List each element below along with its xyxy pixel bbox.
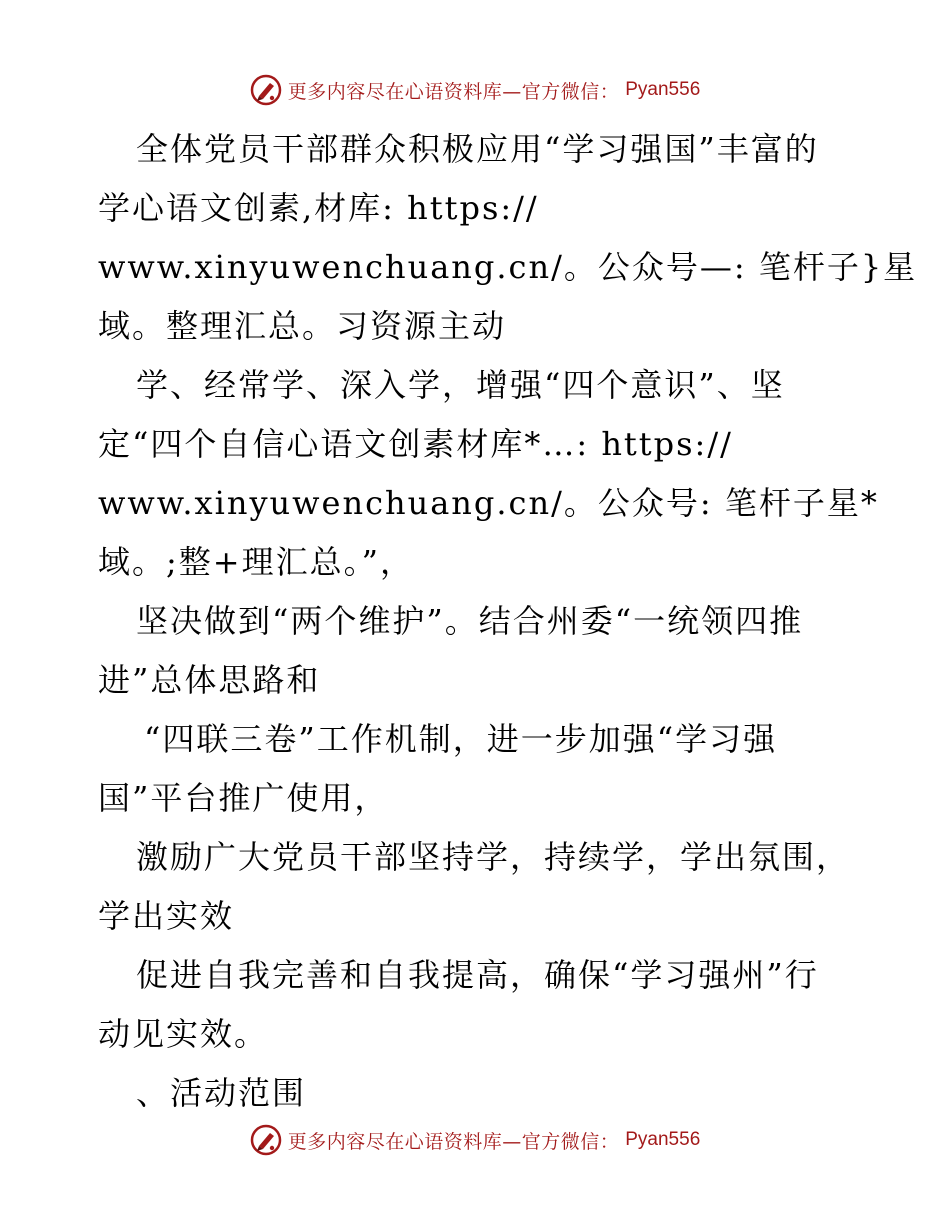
text-line: 全体党员干部群众积极应用“学习强国”丰富的 [136, 130, 819, 168]
text-line: 学、经常学、深入学，增强“四个意识”、坚 [136, 366, 785, 404]
text-line: 促进自我完善和自我提高，确保“学习强州”行 [136, 956, 819, 994]
footer-watermark-banner [0, 1120, 950, 1160]
header-wechat-id: Pyan556 [625, 79, 701, 100]
pen-logo-icon [250, 74, 282, 106]
pen-logo-icon [250, 1124, 282, 1156]
text-line: www.xinyuwenchuang.cn/。公众号—: 笔杆子}星 [98, 248, 918, 286]
header-banner-text: 更多内容尽在心语资料库—官方微信： [287, 80, 620, 103]
text-line: 坚决做到“两个维护”。结合州委“一统领四推 [136, 602, 804, 640]
footer-banner-text: 更多内容尽在心语资料库—官方微信： [287, 1130, 620, 1153]
text-line: 进”总体思路和 [98, 661, 321, 699]
text-line: 激励广大党员干部坚持学，持续学，学出氛围， [136, 838, 851, 876]
document-body [98, 120, 918, 1123]
text-line: 国”平台推广使用， [98, 779, 389, 817]
footer-wechat-id: Pyan556 [625, 1129, 701, 1150]
header-watermark-banner [0, 70, 950, 110]
text-line: www.xinyuwenchuang.cn/。公众号: 笔杆子星* [98, 484, 879, 522]
text-line: 学出实效 [98, 897, 235, 935]
section-heading: 、活动范围 [136, 1074, 307, 1112]
text-line: 动见实效。 [98, 1015, 269, 1053]
text-line: 域。;整+理汇总。”， [98, 543, 414, 581]
text-line: 域。整理汇总。习资源主动 [98, 307, 507, 345]
text-line: 学心语文创素,材库: https:// [98, 189, 539, 227]
text-line: “四联三卷”工作机制，进一步加强“学习强 [144, 720, 778, 758]
text-line: 定“四个自信心语文创素材库*…: https:// [98, 425, 733, 463]
